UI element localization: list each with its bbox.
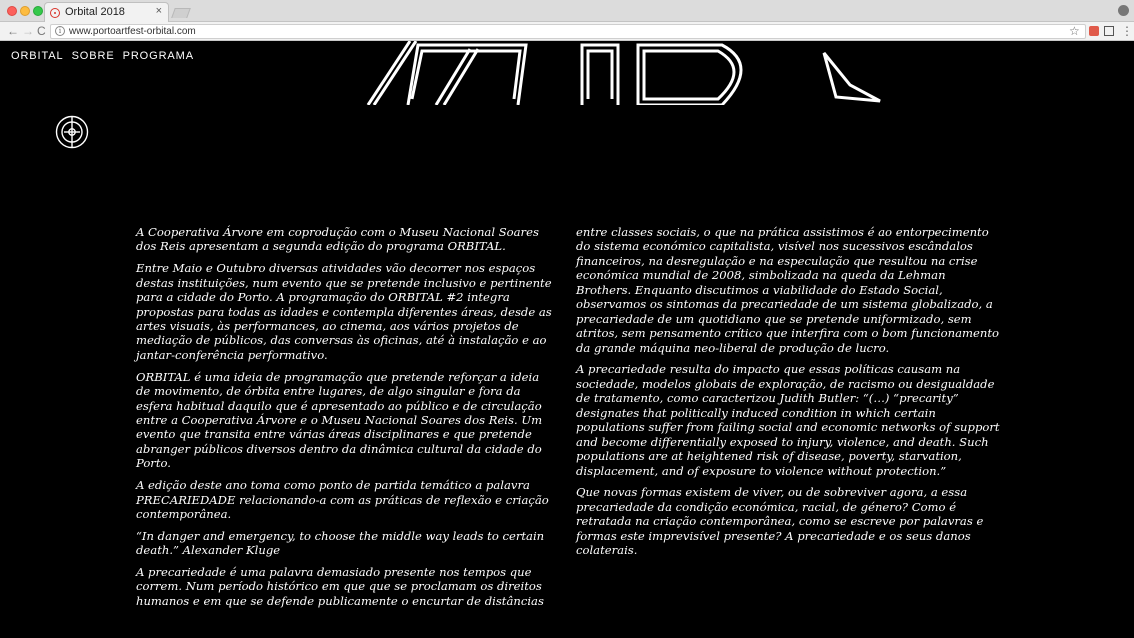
orbital-logo-icon[interactable] (55, 115, 89, 149)
article-paragraph: Que novas formas existem de viver, ou de sobreviver agora, a essa precariedade da condição económica, racial, de género? Como é retratada na criação contemporânea, como se escreve por palavras e formas este imprevisível presente? A precariedade e os seus danos colaterais. (576, 485, 984, 558)
new-tab-button[interactable] (171, 8, 191, 18)
browser-tabstrip (0, 0, 1134, 22)
nav-programa-link[interactable]: PROGRAMA (122, 50, 194, 62)
address-bar[interactable] (50, 24, 1086, 39)
back-icon[interactable]: ← (7, 24, 19, 38)
article-paragraph: A precariedade resulta do impacto que essas políticas causam na sociedade, modelos globais de exploração, de racismo ou desigualdade de tratamento, como caracterizou Judith Butler: “(…) “precarity” designates that politically induced condition in which certain populations suffer from failing social and economic networks of support and become differentially exposed to injury, violence, and death. Such populations are at heightened risk of disease, poverty, starvation, displacement, and of exposure to violence without protection.” (576, 362, 1000, 478)
minimize-window-button[interactable] (20, 6, 30, 16)
article-quote: “In danger and emergency, to choose the middle way leads to certain death.” Alexander Kluge (136, 528, 545, 558)
article-paragraph: ORBITAL é uma ideia de programação que pretende reforçar a ideia de movimento, de órbita entre lugares, de algo singular e fora da esfera habitual daquilo que é apresentado ao público e de circulação entre a Cooperativa Árvore e o Museu Nacional Soares dos Reis. Um evento que transita entre várias áreas disciplinares e que pretende abranger públicos diversos dentro da dinâmica cultural da cidade do Porto. (136, 369, 543, 471)
site-info-icon[interactable]: i (55, 26, 65, 36)
article-column-left (136, 225, 556, 616)
profile-icon[interactable] (1118, 5, 1129, 16)
nav-sobre-link[interactable]: SOBRE (71, 50, 115, 62)
browser-tab-active[interactable] (44, 2, 169, 23)
article-paragraph: A precariedade é uma palavra demasiado presente nos tempos que correm. Num período histórico em que que se proclamam os direitos humanos e em que se defende publicamente o encurtar de distâncias (136, 565, 544, 608)
article-column-right (576, 225, 1002, 565)
article-paragraph: A Cooperativa Árvore em coprodução com o Museu Nacional Soares dos Reis apresentam a segunda edição do programa ORBITAL. (136, 225, 539, 254)
article-paragraph: Entre Maio e Outubro diversas atividades vão decorrer nos espaços destas instituições, num evento que se pretende inclusivo e pertinente para a cidade do Porto. A programação do ORBITAL #2 integra propostas para todas as idades e contempla diferentes áreas, desde as artes visuais, às performances, ao cinema, aos vários projetos de mediação de públicos, das conversas às oficinas, até à instalação e ao jantar-conferência performativo. (136, 261, 552, 362)
extension-icon[interactable] (1089, 26, 1099, 36)
tab-close-icon[interactable]: × (155, 5, 162, 17)
close-window-button[interactable] (7, 6, 17, 16)
nav-orbital-link[interactable]: ORBITAL (11, 50, 64, 62)
browser-toolbar (0, 22, 1134, 41)
url-text[interactable]: www.portoartfest-orbital.com (69, 26, 196, 37)
hero-outline-lettering (350, 41, 890, 105)
maximize-window-button[interactable] (33, 6, 43, 16)
bookmark-star-icon[interactable]: ☆ (1069, 24, 1080, 38)
article-paragraph: A edição deste ano toma como ponto de partida temático a palavra PRECARIEDADE relacionando-a com as práticas de reflexão e criação contemporânea. (136, 478, 549, 522)
tab-title: Orbital 2018 (65, 6, 125, 18)
article-paragraph: entre classes sociais, o que na prática assistimos é ao entorpecimento do sistema económico capitalista, visível nos sucessivos escândalos financeiros, na desregulação e na especulação que resultou na crise económica mundial de 2008, simbolizada na queda da Lehman Brothers. Enquanto discutimos a viabilidade do Estado Social, observamos os sintomas da precariedade de um sistema globalizado, a precariedade de um quotidiano que se pretende uniformizado, sem atritos, sem pensamento crítico que interfira com o bom funcionamento da grande máquina neo-liberal de produção de lucro. (576, 225, 999, 355)
browser-menu-icon[interactable]: ⋮ (1121, 24, 1133, 38)
forward-icon[interactable]: → (22, 24, 34, 38)
site-nav (11, 50, 194, 62)
favicon-icon (50, 8, 60, 18)
page-content (0, 41, 1134, 638)
reload-icon[interactable]: C (37, 24, 46, 38)
cast-icon[interactable] (1104, 26, 1114, 36)
